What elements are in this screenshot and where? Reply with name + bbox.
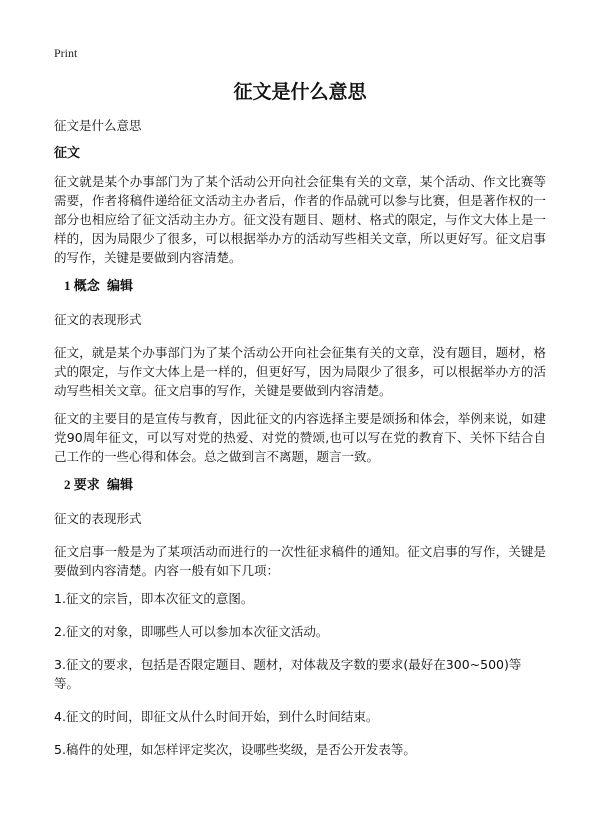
edit-link[interactable]: 编辑	[107, 478, 134, 493]
list-item: 3.征文的要求，包括是否限定题目、题材，对体裁及字数的要求(最好在300~500)等等。	[54, 657, 522, 691]
section-caption: 征文的表现形式	[54, 312, 142, 327]
section-title: 要求	[73, 478, 100, 493]
section-heading-concept	[64, 276, 546, 296]
edit-link[interactable]: 编辑	[107, 279, 134, 294]
page-title: 征文是什么意思	[233, 81, 367, 103]
section-title: 概念	[73, 279, 100, 294]
section-paragraph: 征文的主要目的是宣传与教育，因此征文的内容选择主要是颂扬和体会，举例来说，如建党90周年征文，可以写对党的热爱、对党的赞颂,也可以写在党的教育下、关怀下结合自己工作的一些心得和体会。总之做到言不离题，题言一致。	[54, 411, 546, 464]
article-body	[54, 116, 546, 773]
section-number: 1	[64, 278, 71, 293]
section-paragraph: 征文启事一般是为了某项活动而进行的一次性征求稿件的通知。征文启事的写作，关键是要做到内容清楚。内容一般有如下几项：	[54, 544, 546, 578]
print-link[interactable]: Print	[54, 46, 78, 60]
section-caption: 征文的表现形式	[54, 511, 142, 526]
list-item: 2.征文的对象，即哪些人可以参加本次征文活动。	[54, 624, 329, 639]
intro-paragraph: 征文就是某个办事部门为了某个活动公开向社会征集有关的文章，某个活动、作文比赛等需要，作者将稿件递给征文活动主办者后，作者的作品就可以参与比赛，但是著作权的一部分也相应给了征文活动主办方。征文没有题目、题材、格式的限定，与作文大体上是一样的，因为局限少了很多，可以根据举办方的活动写些相关文章，所以更好写。征文启事的写作，关键是要做到内容清楚。	[54, 174, 546, 265]
article-subtitle: 征文是什么意思	[54, 118, 142, 133]
section-heading-requirements	[64, 475, 546, 495]
section-number: 2	[64, 477, 71, 492]
list-item: 5.稿件的处理，如怎样评定奖次，设哪些奖级，是否公开发表等。	[54, 742, 416, 757]
list-item: 1.征文的宗旨，即本次征文的意图。	[54, 591, 254, 606]
term-heading: 征文	[54, 146, 81, 161]
section-paragraph: 征文，就是某个办事部门为了某个活动公开向社会征集有关的文章，没有题目，题材，格式的限定，与作文大体上是一样的，但更好写，因为局限少了很多，可以根据举办方的活动写些相关文章。征文启事的写作，关键是要做到内容清楚。	[54, 345, 546, 398]
list-item: 4.征文的时间，即征文从什么时间开始，到什么时间结束。	[54, 709, 379, 724]
